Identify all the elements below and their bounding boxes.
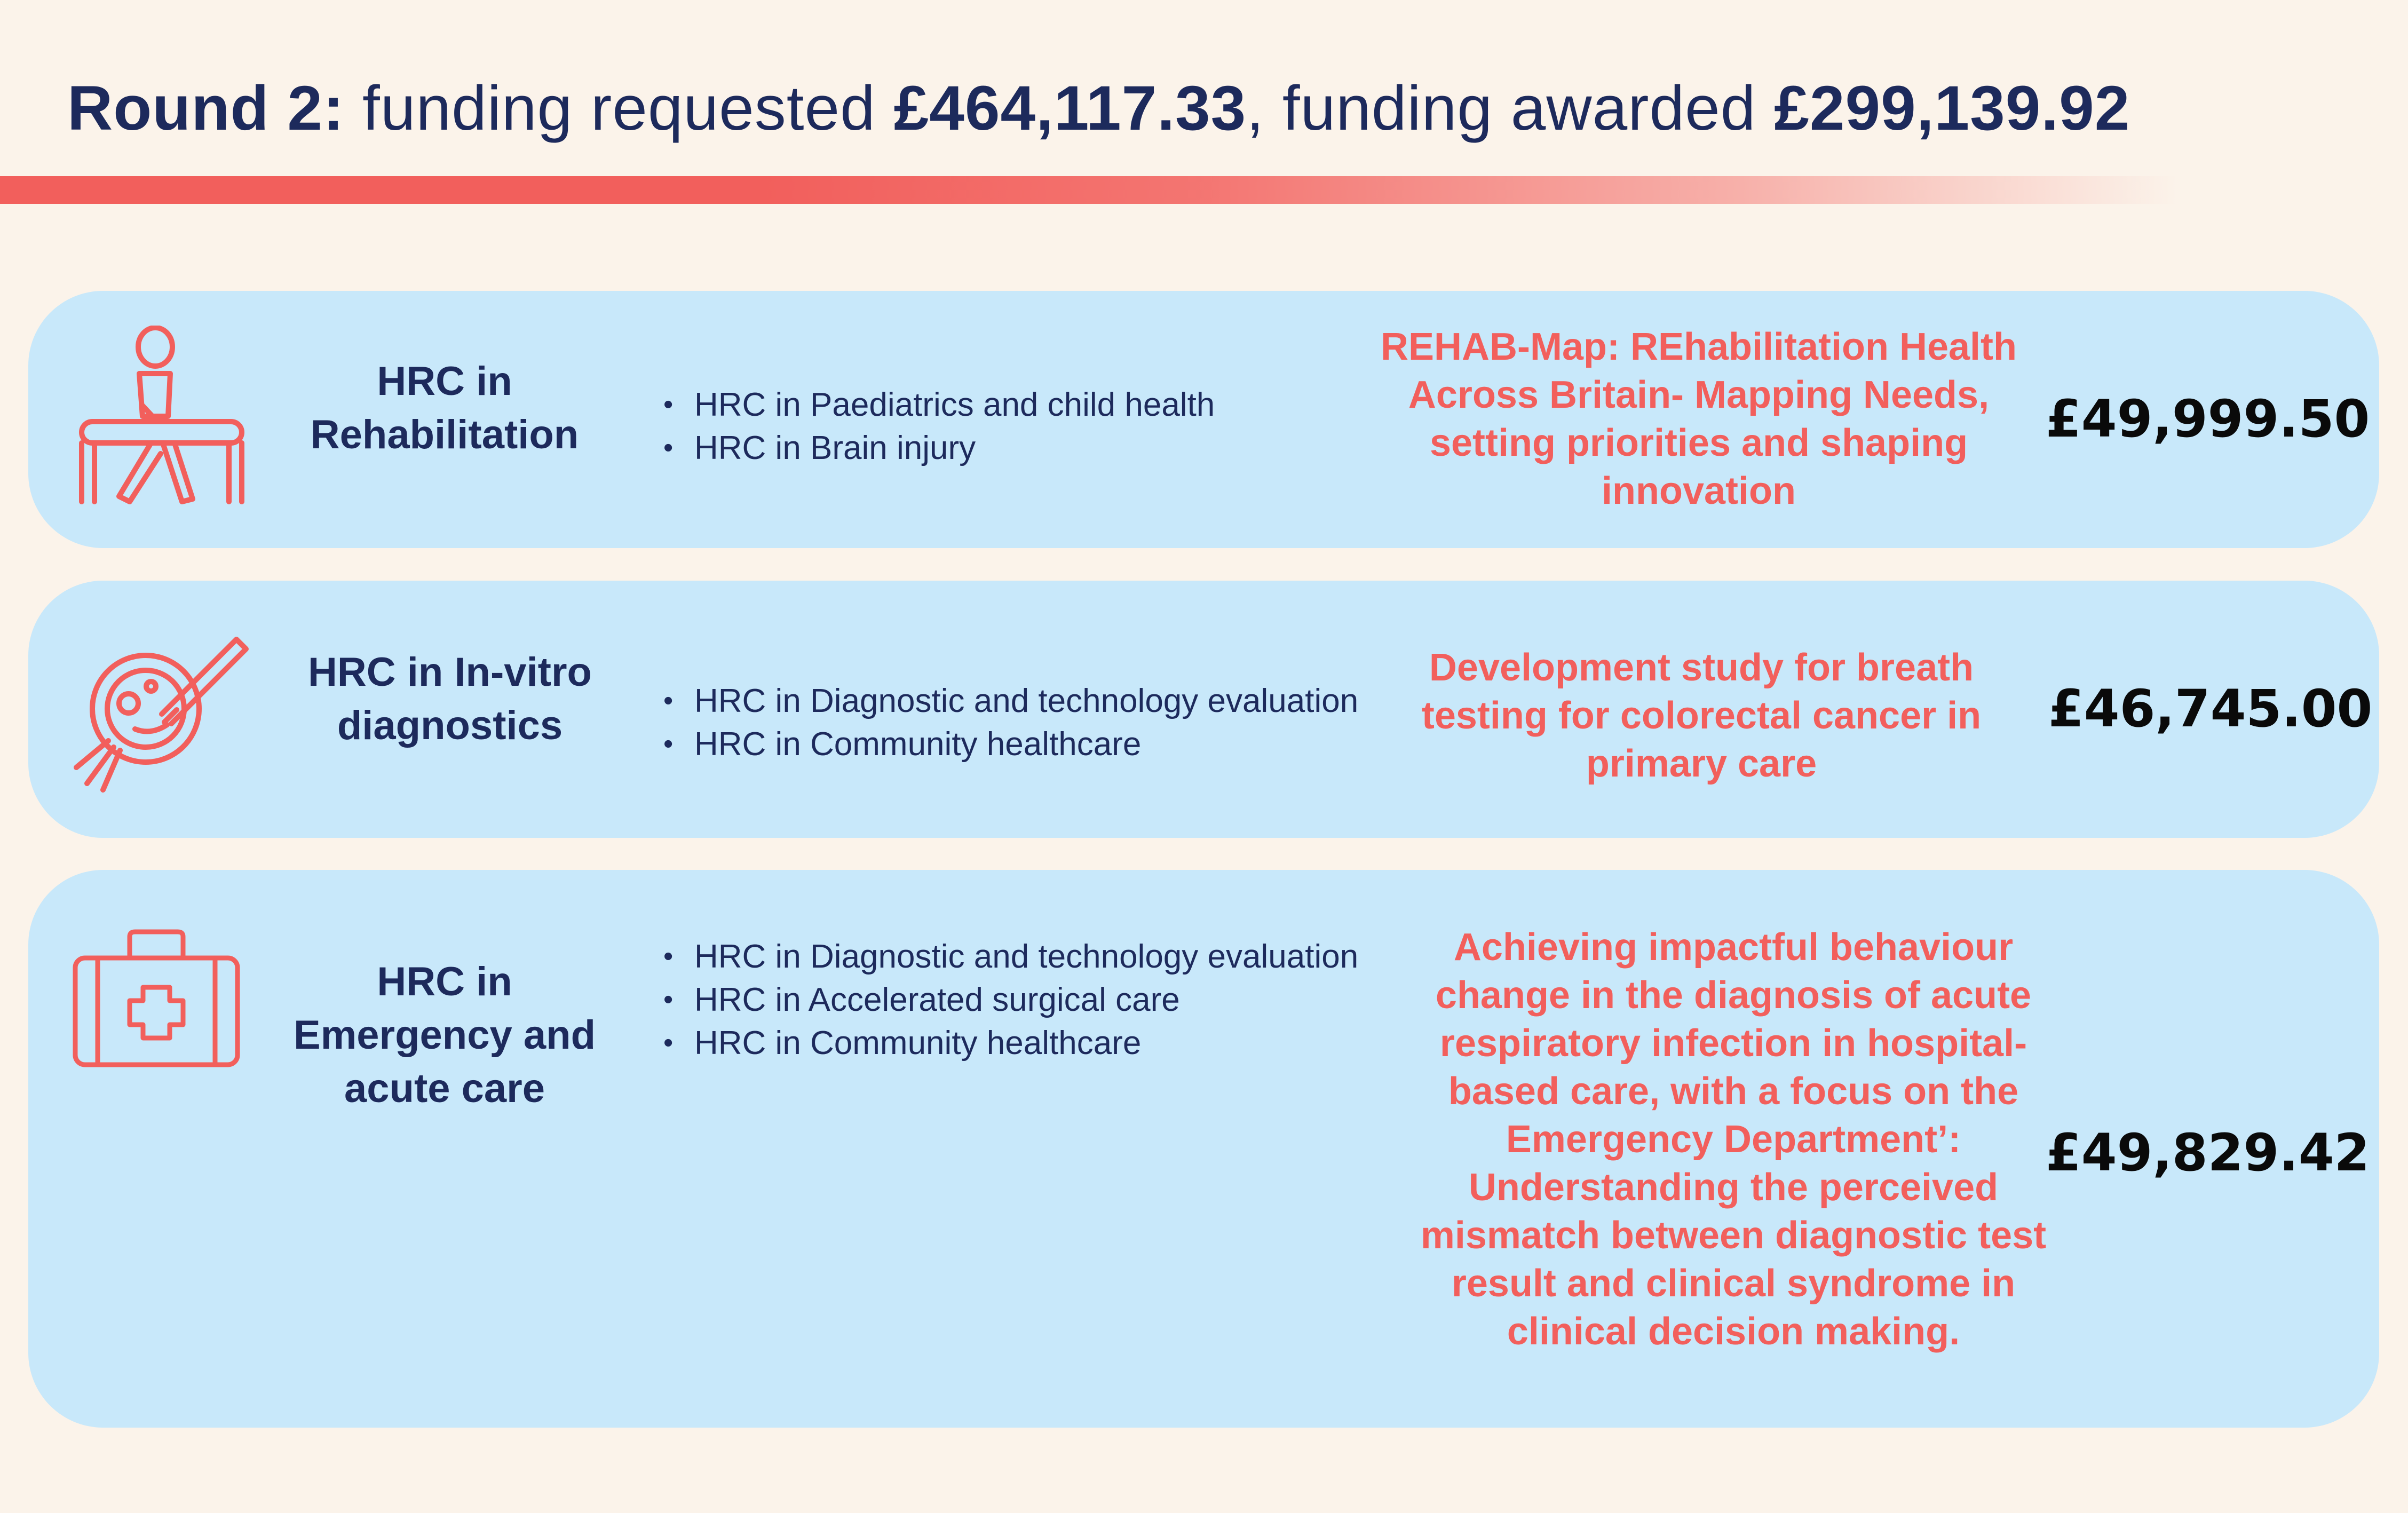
subcategory-list [663,383,1215,470]
subcategory-item: • HRC in Accelerated surgical care [663,978,1358,1021]
requested-label: funding requested [344,73,894,144]
subcategory-list [663,679,1358,766]
category-label: HRC in In-vitro diagnostics [308,649,592,748]
page-title [67,63,2130,154]
funding-card-in-vitro-diagnostics [28,581,2379,838]
category-label: HRC in Emergency and acute care [294,959,596,1111]
subcategory-item: • HRC in Community healthcare [663,723,1358,766]
category-label: HRC in Rehabilitation [310,359,579,457]
project-title: Development study for breath testing for colorectal cancer in primary care [1421,646,1982,785]
subcategory-item: • HRC in Community healthcare [663,1021,1358,1065]
subcategory-list [663,935,1358,1065]
walking-rehab-icon [71,326,252,507]
funding-card-emergency-acute-care [28,870,2379,1428]
header-divider [0,176,2177,204]
awarded-label: , funding awarded [1246,73,1775,144]
petri-dish-pipette-icon [71,623,252,794]
award-amount: £49,999.50 [2046,389,2370,449]
award-amount: £49,829.42 [2046,1123,2370,1183]
subcategory-item: • HRC in Diagnostic and technology evaluation [663,679,1358,723]
project-title: REHAB-Map: REhabilitation Health Across Britain- Mapping Needs, setting priorities and shaping innovation [1380,326,2017,512]
award-amount: £46,745.00 [2048,679,2373,739]
round-label: Round 2: [67,73,345,144]
first-aid-kit-icon [71,929,242,1067]
project-title: Achieving impactful behaviour change in the diagnosis of acute respiratory infection in hospital-based care, with a focus on the Emergency Department’: Understanding the perceived mismatch between diagnostic test result and clinical syndrome in clinical decision making. [1420,926,2047,1353]
subcategory-item: • HRC in Brain injury [663,426,1215,470]
awarded-amount: £299,139.92 [1774,73,2130,144]
funding-card-rehabilitation [28,291,2379,548]
subcategory-item: • HRC in Diagnostic and technology evaluation [663,935,1358,978]
subcategory-item: • HRC in Paediatrics and child health [663,383,1215,426]
requested-amount: £464,117.33 [893,73,1247,144]
